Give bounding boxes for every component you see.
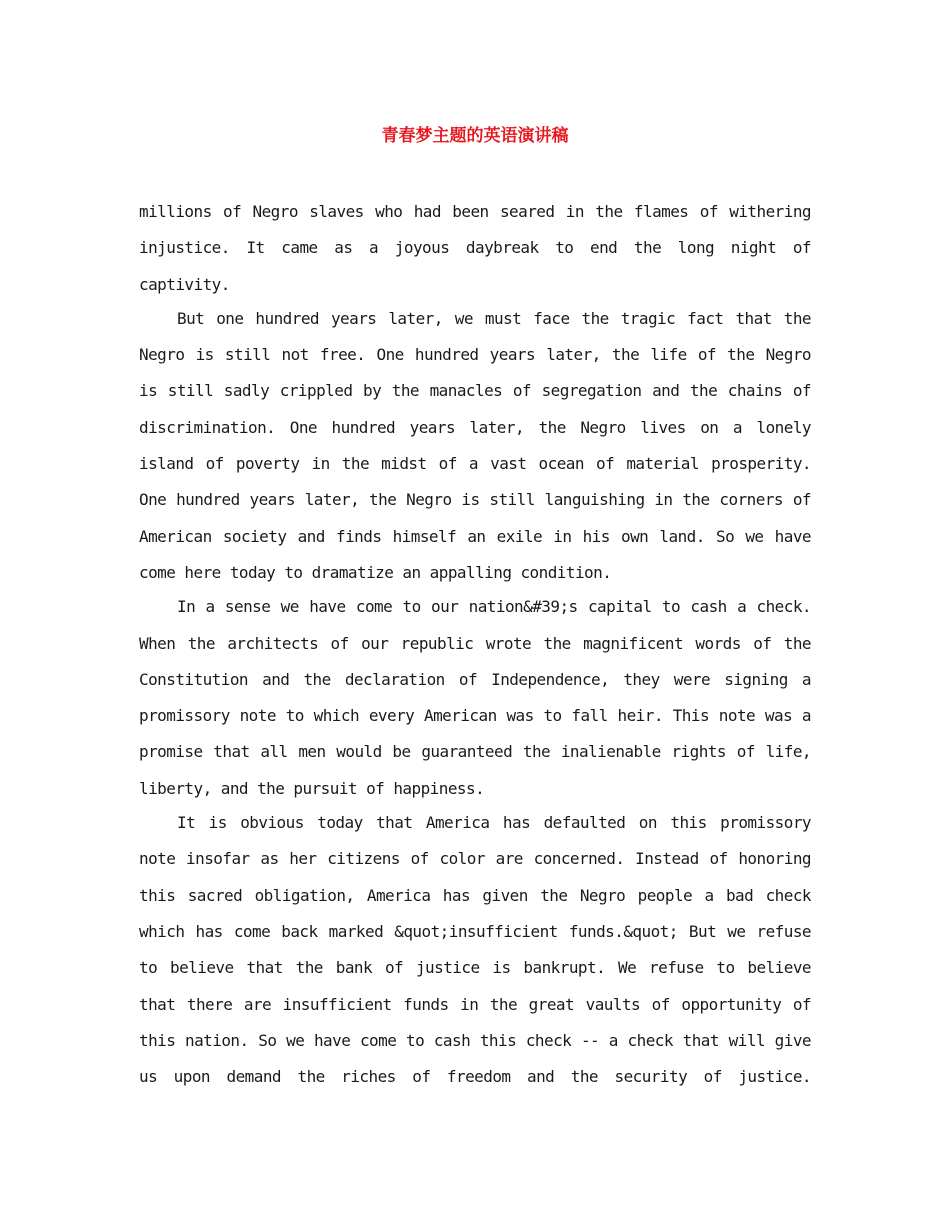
document-body: [139, 194, 811, 1093]
paragraph-2: But one hundred years later, we must face the tragic fact that the Negro is still not free. One hundred years later, the life of the Negro is still sadly crippled by the manacles of segregation and the chains of discrimination. One hundred years later, the Negro lives on a lonely island of poverty in the midst of a vast ocean of material prosperity. One hundred years later, the Negro is still languishing in the corners of American society and finds himself an exile in his own land. So we have come here today to dramatize an appalling condition.: [139, 308, 811, 582]
document-title: 青春梦主题的英语演讲稿: [381, 126, 569, 146]
paragraph-4: It is obvious today that America has defaulted on this promissory note insofar as her citizens of color are concerned. Instead of honoring this sacred obligation, America has given the Negro people a bad check which has come back marked &quot;insufficient funds.&quot; But we refuse to believe that the bank of justice is bankrupt. We refuse to believe that there are insufficient funds in the great vaults of opportunity of this nation. So we have come to cash this check -- a check that will give us upon demand the riches of freedom and the security of justice.: [139, 813, 811, 1087]
paragraph-3: In a sense we have come to our nation&#39;s capital to cash a check. When the architects of our republic wrote the magnificent words of the Constitution and the declaration of Independence, they were signing a promissory note to which every American was to fall heir. This note was a promise that all men would be guaranteed the inalienable rights of life, liberty, and the pursuit of happiness.: [139, 597, 811, 798]
paragraph-1: millions of Negro slaves who had been seared in the flames of withering injustice. It came as a joyous daybreak to end the long night of captivity.: [139, 202, 811, 294]
